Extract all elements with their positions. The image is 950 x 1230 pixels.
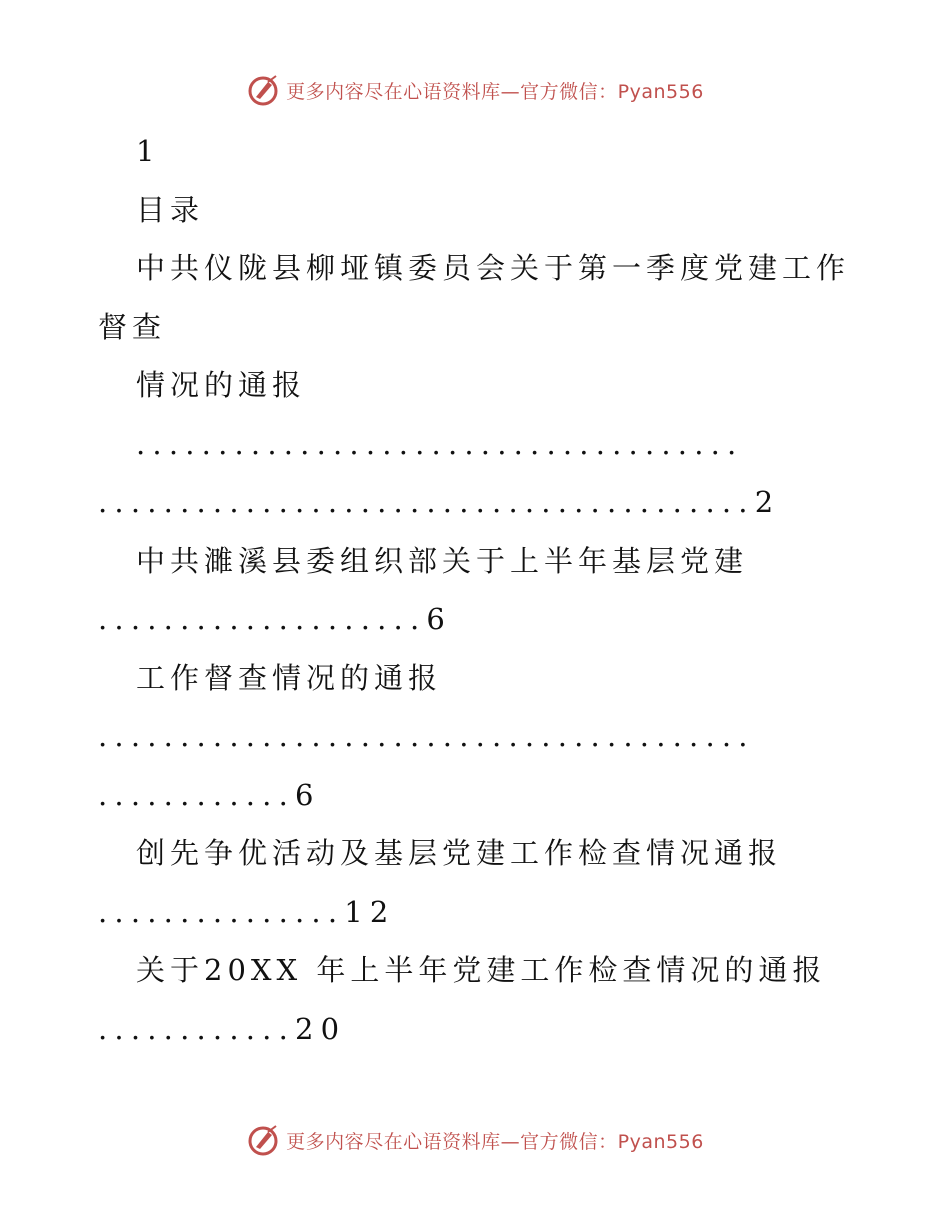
toc-line: 创先争优活动及基层党建工作检查情况通报 — [136, 836, 783, 870]
toc-line: 关于20XX 年上半年党建工作检查情况的通报 — [136, 953, 827, 987]
toc-leader-page: ........................................2 — [98, 485, 781, 519]
toc-line: 中共濉溪县委组织部关于上半年基层党建 — [136, 543, 749, 578]
watermark-text: 更多内容尽在心语资料库—官方微信：Pyan556 — [286, 80, 704, 103]
toc-line: 督查 — [98, 309, 167, 344]
toc-leader-page: ....................6 — [98, 602, 453, 636]
toc-title: 目录 — [136, 192, 205, 227]
footer-watermark — [0, 1120, 950, 1160]
page-number: 1 — [136, 134, 160, 168]
quill-logo-icon — [246, 1123, 280, 1157]
document-body — [98, 122, 858, 1058]
toc-leader: ..................................... — [136, 426, 744, 461]
watermark-text: 更多内容尽在心语资料库—官方微信：Pyan556 — [286, 1130, 704, 1153]
toc-leader: ........................................ — [98, 719, 755, 753]
header-watermark — [0, 70, 950, 110]
toc-leader-page: ............20 — [98, 1011, 347, 1046]
toc-leader-page: ............6 — [98, 777, 321, 812]
toc-leader-page: ...............12 — [98, 894, 396, 929]
quill-logo-icon — [246, 73, 280, 107]
toc-line: 情况的通报 — [136, 368, 307, 402]
toc-line: 中共仪陇县柳垭镇委员会关于第一季度党建工作 — [136, 251, 851, 285]
toc-line: 工作督查情况的通报 — [136, 660, 443, 695]
